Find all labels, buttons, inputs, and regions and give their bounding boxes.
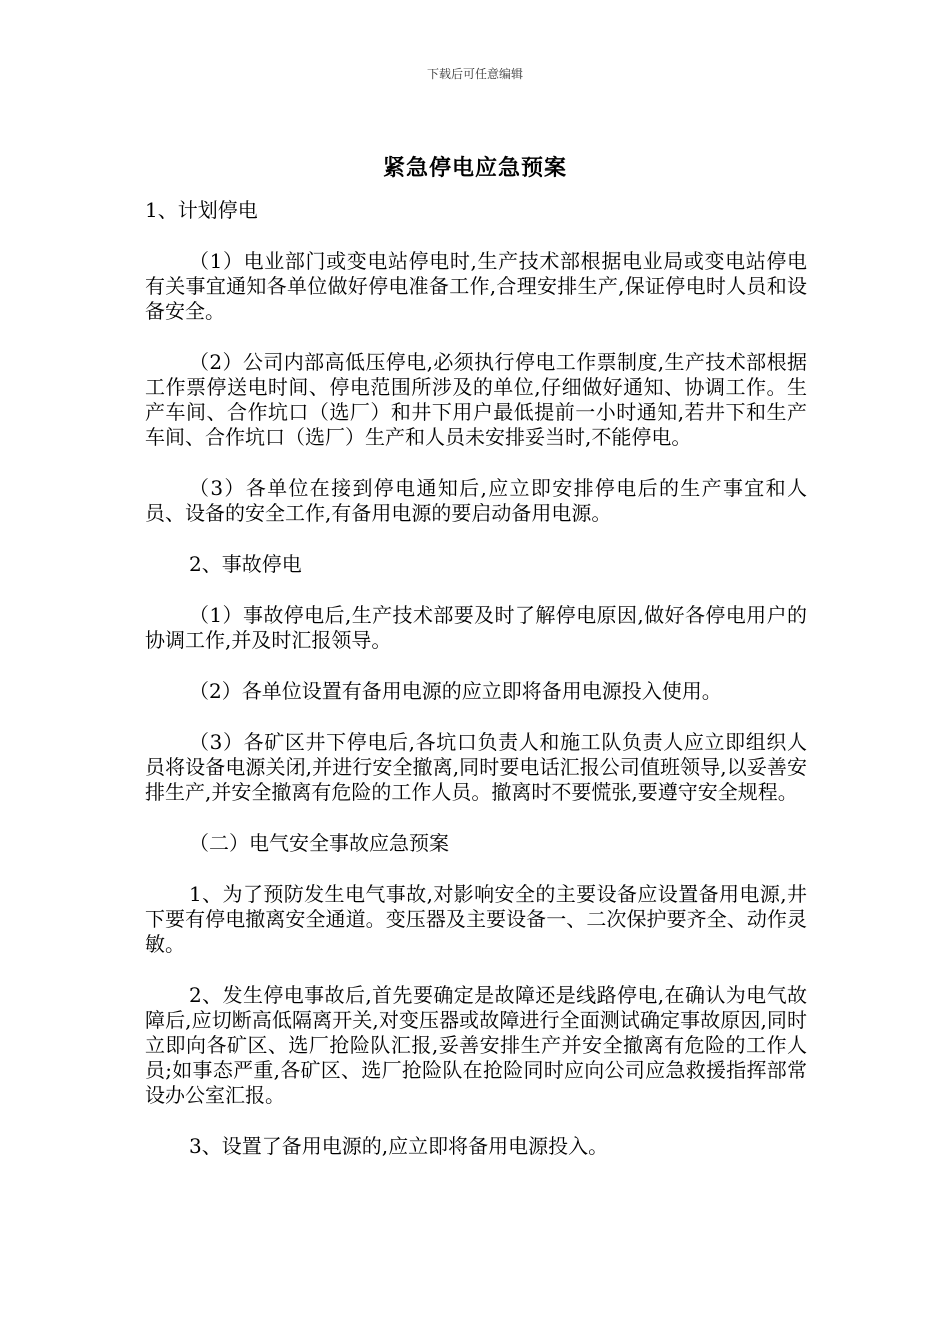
section-heading-planned-outage: 1、计划停电: [145, 198, 258, 222]
header-note: 下载后可任意编辑: [426, 67, 523, 81]
paragraph: 2、发生停电事故后,首先要确定是故障还是线路停电,在确认为电气故障后,应切断高低隔离开关,对变压器或故障进行全面测试确定事故原因,同时立即向各矿区、选厂抢险队汇报,妥善安排生产并安全撤离有危险的工作人员;如事态严重,各矿区、选厂抢险队在抢险同时应向公司应急救援指挥部常设办公室汇报。: [145, 983, 807, 1107]
document-body: [145, 198, 807, 1185]
section-heading-electrical-safety: （二）电气安全事故应急预案: [189, 831, 449, 855]
paragraph: 3、设置了备用电源的,应立即将备用电源投入。: [189, 1134, 609, 1158]
paragraph: （3）各单位在接到停电通知后,应立即安排停电后的生产事宜和人员、设备的安全工作,有备用电源的要启动备用电源。: [145, 476, 807, 525]
paragraph: （2）各单位设置有备用电源的应立即将备用电源投入使用。: [189, 679, 722, 703]
paragraph: （2）公司内部高低压停电,必须执行停电工作票制度,生产技术部根据工作票停送电时间、停电范围所涉及的单位,仔细做好通知、协调工作。生产车间、合作坑口（选厂）和井下用户最低提前一小时通知,若井下和生产车间、合作坑口（选厂）生产和人员未安排妥当时,不能停电。: [145, 350, 807, 449]
section-heading-accident-outage: 2、事故停电: [189, 552, 302, 576]
paragraph: 1、为了预防发生电气事故,对影响安全的主要设备应设置备用电源,井下要有停电撤离安全通道。变压器及主要设备一、二次保护要齐全、动作灵敏。: [145, 882, 807, 956]
paragraph: （1）事故停电后,生产技术部要及时了解停电原因,做好各停电用户的协调工作,并及时汇报领导。: [145, 603, 807, 652]
page-title: 紧急停电应急预案: [382, 155, 567, 181]
paragraph: （3）各矿区井下停电后,各坑口负责人和施工队负责人应立即组织人员将设备电源关闭,并进行安全撤离,同时要电话汇报公司值班领导,以妥善安排生产,并安全撤离有危险的工作人员。撤离时不要慌张,要遵守安全规程。: [145, 730, 807, 804]
paragraph: （1）电业部门或变电站停电时,生产技术部根据电业局或变电站停电有关事宜通知各单位做好停电准备工作,合理安排生产,保证停电时人员和设备安全。: [145, 249, 807, 323]
